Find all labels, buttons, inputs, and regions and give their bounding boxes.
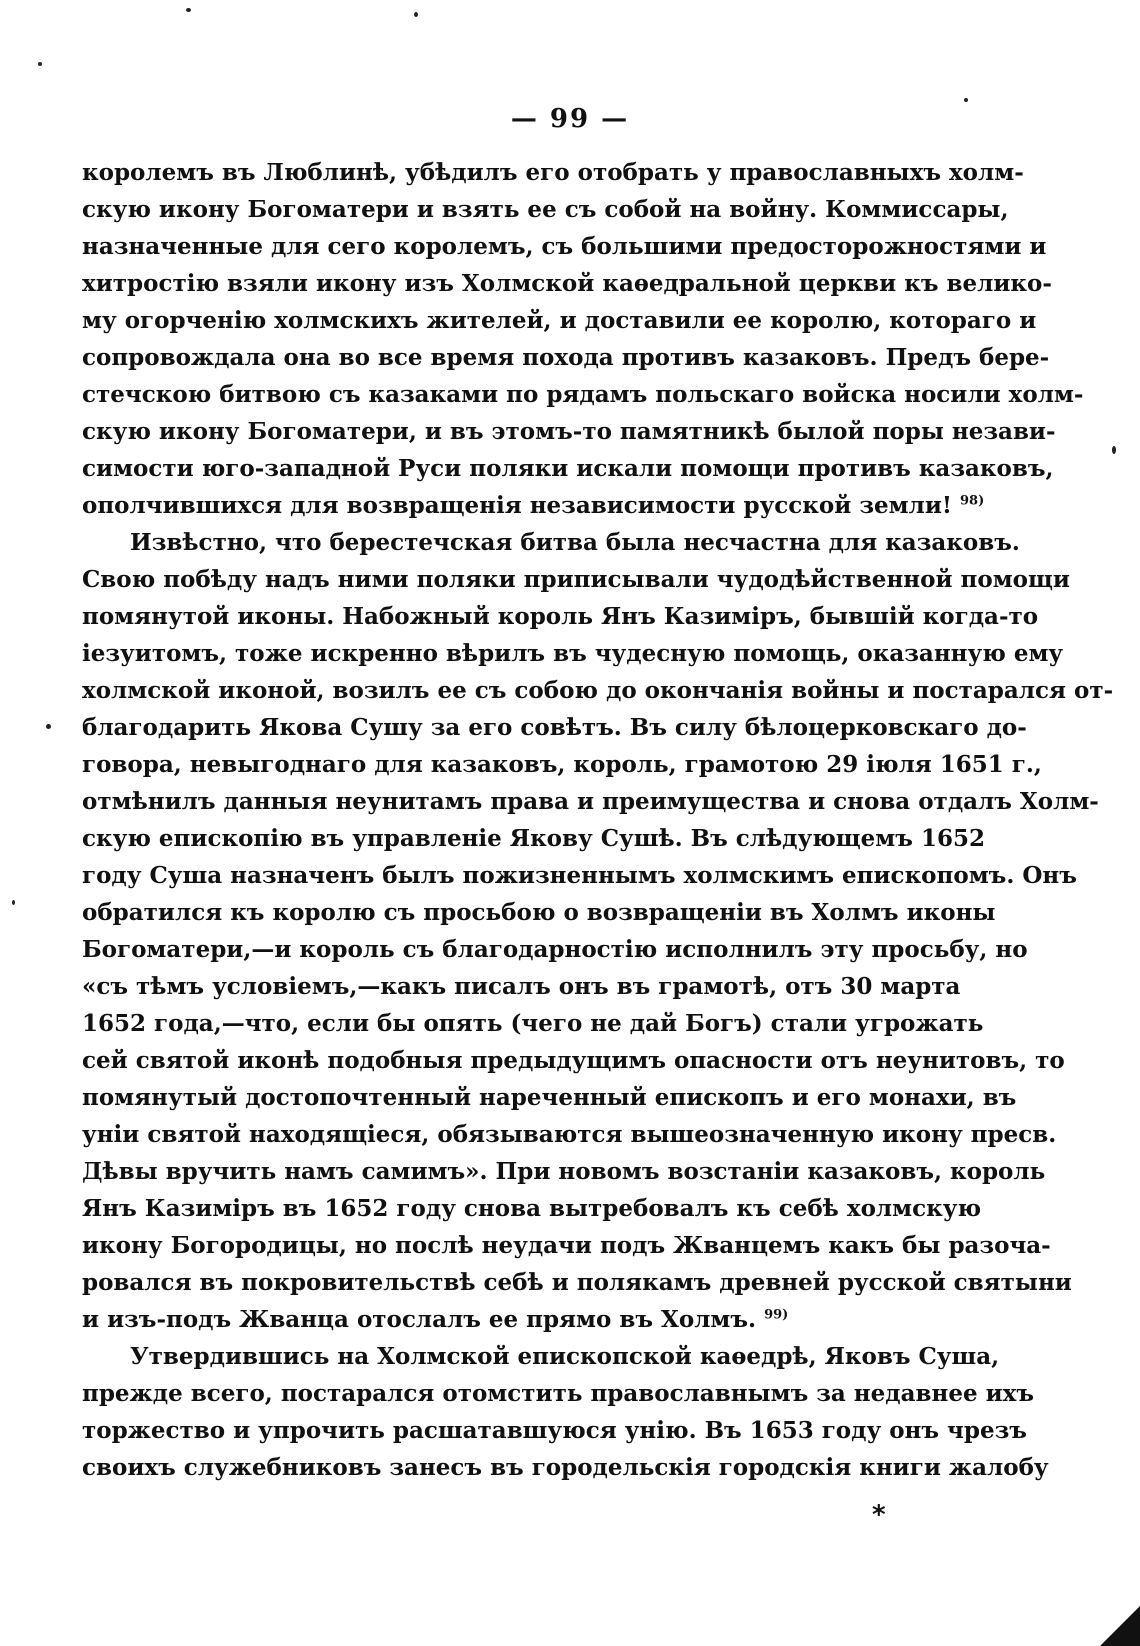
text-line-content: отмѣнилъ данныя неунитамъ права и преимущества и снова отдалъ Холм-: [82, 788, 1099, 815]
body-text: [82, 154, 1114, 1486]
text-line-content: Свою побѣду надъ ними поляки приписывали чудодѣйственной помощи: [82, 566, 1070, 593]
text-line: [82, 450, 1054, 487]
text-line: [82, 1042, 1065, 1079]
text-line: [82, 1005, 984, 1042]
text-line-content: назначенные для сего королемъ, съ большими предосторожностями и: [82, 233, 1047, 260]
text-line-content: скую икону Богоматери и взять ее съ собой на войну. Коммиссары,: [82, 196, 1009, 223]
text-line: [82, 1449, 1049, 1486]
scan-speck: [1112, 446, 1116, 454]
asterisk-mark: *: [872, 1500, 886, 1530]
text-line: [82, 1116, 1057, 1153]
text-line-content: Богоматери,—и король съ благодарностію исполнилъ эту просьбу, но: [82, 936, 1028, 963]
text-line: [82, 672, 1114, 709]
text-line-content: ровался въ покровительствѣ себѣ и полякамъ древней русской святыни: [82, 1269, 1072, 1296]
text-line-content: своихъ служебниковъ занесъ въ городельскія городскія книги жалобу: [82, 1454, 1049, 1481]
text-line: [82, 376, 1084, 413]
text-line: [82, 487, 985, 524]
text-line: [82, 1375, 1035, 1412]
footnote-ref: 98): [960, 493, 985, 509]
footnote-ref: 99): [764, 1307, 789, 1323]
text-line-content: королемъ въ Люблинѣ, убѣдилъ его отобрать у православныхъ холм-: [82, 159, 1024, 186]
text-line-content: холмской иконой, возилъ ее съ собою до окончанія войны и постарался от-: [82, 677, 1114, 704]
text-line: [82, 598, 1039, 635]
corner-mark: [1100, 1606, 1140, 1646]
text-line-content: симости юго-западной Руси поляки искали помощи противъ казаковъ,: [82, 455, 1054, 482]
text-line-content: благодарить Якова Сушу за его совѣтъ. Въ силу бѣлоцерковскаго до-: [82, 714, 1027, 741]
text-line-content: обратился къ королю съ просьбою о возвращеніи въ Холмъ иконы: [82, 899, 996, 926]
text-line-content: стечскою битвою съ казаками по рядамъ польскаго войска носили холм-: [82, 381, 1084, 408]
text-line: [82, 191, 1009, 228]
text-line-content: говора, невыгоднаго для казаковъ, король, грамотою 29 іюля 1651 г.,: [82, 751, 1042, 778]
text-line-content: Извѣстно, что берестечская битва была несчастна для казаковъ.: [130, 529, 1020, 556]
text-line-content: скую икону Богоматери, и въ этомъ-то памятникѣ былой поры незави-: [82, 418, 1056, 445]
text-line: [82, 820, 985, 857]
scan-speck: [12, 900, 15, 905]
text-line: [82, 524, 1020, 561]
text-line: [82, 154, 1024, 191]
text-line: [82, 1153, 1046, 1190]
text-line-content: хитростію взяли икону изъ Холмской каѳедральной церкви къ велико-: [82, 270, 1052, 297]
text-line: [82, 1338, 1000, 1375]
text-line-content: ополчившихся для возвращенія независимости русской земли!: [82, 492, 952, 519]
scan-speck: [964, 98, 968, 102]
text-line: [82, 228, 1047, 265]
text-line: [82, 857, 1077, 894]
text-line-content: году Суша назначенъ былъ пожизненнымъ холмскимъ епископомъ. Онъ: [82, 862, 1077, 889]
text-line: [82, 561, 1070, 598]
text-line: [82, 1079, 1017, 1116]
text-line: [82, 265, 1052, 302]
text-line-content: му огорченію холмскихъ жителей, и доставили ее королю, котораго и: [82, 307, 1037, 334]
scan-speck: [38, 62, 42, 66]
text-line-content: сей святой иконѣ подобныя предыдущимъ опасности отъ неунитовъ, то: [82, 1047, 1065, 1074]
text-line: [82, 302, 1037, 339]
text-line: [82, 1301, 958, 1338]
scan-speck: [186, 8, 191, 12]
scan-speck: [414, 12, 418, 17]
text-line-content: Янъ Казиміръ въ 1652 году снова вытребовалъ къ себѣ холмскую: [82, 1195, 982, 1222]
text-line: [82, 746, 1042, 783]
scan-speck: [46, 724, 51, 729]
text-line: [82, 1264, 1072, 1301]
text-line: [82, 968, 961, 1005]
text-line: [82, 709, 1027, 746]
text-line: [82, 635, 1064, 672]
text-line-content: сопровождала она во все время похода противъ казаковъ. Предъ бере-: [82, 344, 1050, 371]
text-line-content: 1652 года,—что, если бы опять (чего не дай Богъ) стали угрожать: [82, 1010, 984, 1037]
text-line-content: торжество и упрочить расшатавшуюся унію. Въ 1653 году онъ чрезъ: [82, 1417, 1027, 1444]
text-line-content: прежде всего, постарался отомстить православнымъ за недавнее ихъ: [82, 1380, 1035, 1407]
text-line: [82, 1412, 1027, 1449]
text-line-content: помянутой иконы. Набожный король Янъ Казиміръ, бывшій когда-то: [82, 603, 1039, 630]
text-line-content: уніи святой находящіеся, обязываются вышеозначенную икону пресв.: [82, 1121, 1057, 1148]
text-line: [82, 339, 1050, 376]
page-number: — 99 —: [510, 104, 630, 134]
text-line-content: «съ тѣмъ условіемъ,—какъ писалъ онъ въ грамотѣ, отъ 30 марта: [82, 973, 961, 1000]
text-line: [82, 783, 1099, 820]
text-line: [82, 413, 1056, 450]
text-line-content: іезуитомъ, тоже искренно вѣрилъ въ чудесную помощь, оказанную ему: [82, 640, 1064, 667]
text-line-content: Дѣвы вручить намъ самимъ». При новомъ возстаніи казаковъ, король: [82, 1158, 1046, 1185]
text-line: [82, 1227, 1051, 1264]
text-line: [82, 1190, 982, 1227]
text-line-content: Утвердившись на Холмской епископской каѳедрѣ, Яковъ Суша,: [130, 1343, 1000, 1370]
text-line-content: икону Богородицы, но послѣ неудачи подъ Жванцемъ какъ бы разоча-: [82, 1232, 1051, 1259]
text-line: [82, 894, 996, 931]
text-line: [82, 931, 1028, 968]
text-line-content: и изъ-подъ Жванца отослалъ ее прямо въ Холмъ.: [82, 1306, 757, 1333]
text-line-content: скую епископію въ управленіе Якову Сушѣ. Въ слѣдующемъ 1652: [82, 825, 985, 852]
text-line-content: помянутый достопочтенный нареченный епископъ и его монахи, въ: [82, 1084, 1017, 1111]
